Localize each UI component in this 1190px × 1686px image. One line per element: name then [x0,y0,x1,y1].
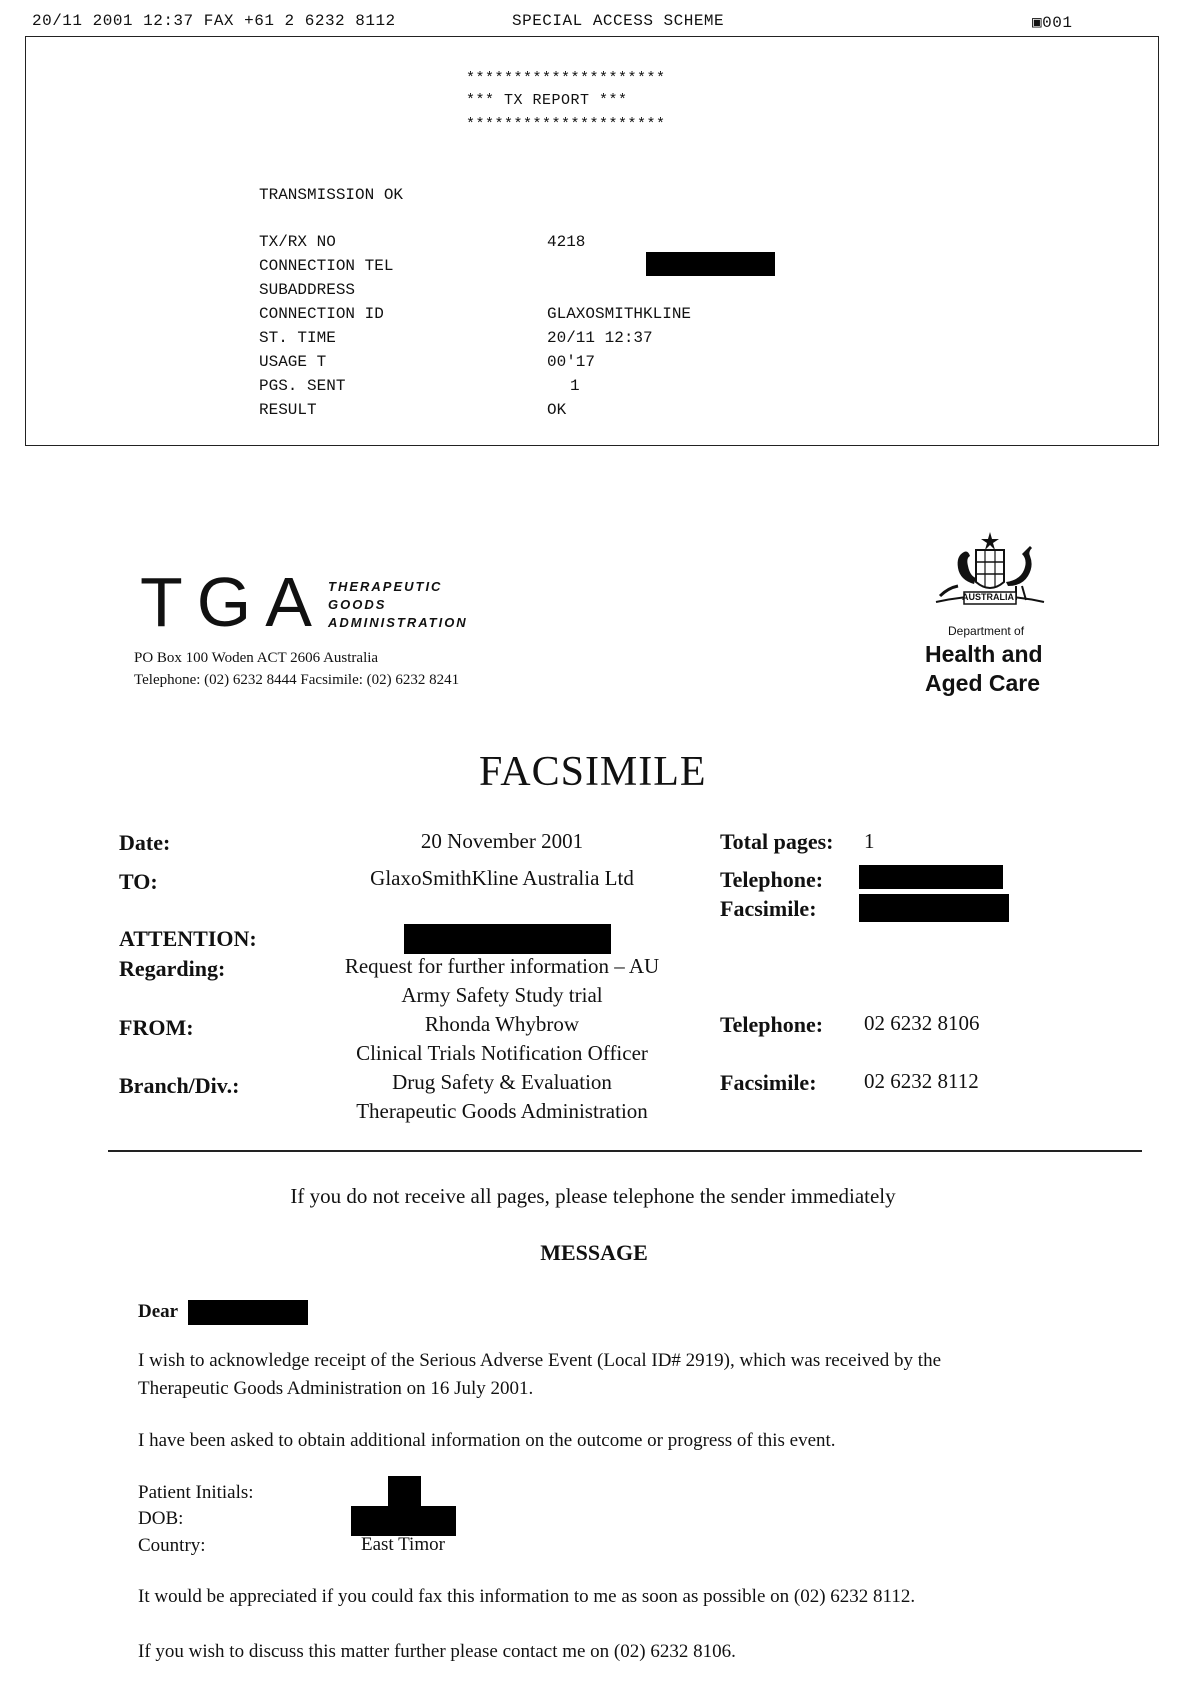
para1-line1: I wish to acknowledge receipt of the Serious Adverse Event (Local ID# 2919), which was received by the [138,1350,942,1371]
redaction-patient-initials [388,1476,421,1506]
redaction-dob [351,1506,456,1536]
tga-address: PO Box 100 Woden ACT 2606 Australia [134,650,379,666]
redaction-attention [404,924,611,954]
para1-line2: Therapeutic Goods Administration on 16 July 2001. [138,1378,534,1399]
tx-row-value: GLAXOSMITHKLINE [547,305,692,323]
fax-page-icon: ▣ [1032,14,1043,32]
para3: It would be appreciated if you could fax this information to me as soon as possible on (02) 6232 8112. [138,1586,916,1607]
tx-row-value: OK [547,401,567,419]
australian-crest-icon [930,530,1050,620]
tx-row-label: CONNECTION TEL [259,257,394,275]
tx-row-value: 4218 [547,233,586,251]
from-telephone-label: Telephone: [720,1012,824,1037]
tx-row-label: TX/RX NO [259,233,336,251]
tx-row-value: 00'17 [547,353,596,371]
total-pages-label: Total pages: [720,829,834,854]
country-label: Country: [138,1535,206,1556]
to-telephone-label: Telephone: [720,867,824,892]
salutation: Dear [138,1301,179,1322]
tx-row-label: PGS. SENT [259,377,346,395]
tga-logo-line3: ADMINISTRATION [328,615,468,630]
patient-initials-label: Patient Initials: [138,1482,254,1503]
page-title: FACSIMILE [479,749,707,795]
tx-row-label: CONNECTION ID [259,305,384,323]
date-value: 20 November 2001 [420,829,584,853]
tx-row-label: USAGE T [259,353,327,371]
redaction-to-telephone [859,865,1003,889]
crest-ribbon-text: AUSTRALIA [962,592,1014,602]
to-label: TO: [119,869,158,894]
para4: If you wish to discuss this matter further please contact me on (02) 6232 8106. [138,1641,736,1662]
redaction-recipient-name [188,1300,308,1325]
redaction-to-facsimile [859,894,1009,922]
dob-label: DOB: [138,1508,184,1529]
tga-logo-line1: THERAPEUTIC [328,579,443,594]
para2: I have been asked to obtain additional information on the outcome or progress of this event. [138,1430,836,1451]
from-title: Clinical Trials Notification Officer [356,1041,648,1065]
attention-label: ATTENTION: [119,926,257,951]
from-facsimile-value: 02 6232 8112 [864,1069,979,1093]
section-divider [108,1150,1142,1152]
tx-banner-stars-top: ********************* [466,70,666,87]
branch-line2: Therapeutic Goods Administration [356,1099,648,1123]
fax-header-page [1032,12,1072,32]
tga-logo-line2: GOODS [328,597,387,612]
from-name: Rhonda Whybrow [424,1012,580,1036]
fax-header-title: SPECIAL ACCESS SCHEME [512,12,725,30]
from-telephone-value: 02 6232 8106 [864,1011,980,1035]
from-facsimile-label: Facsimile: [720,1070,817,1095]
total-pages-value: 1 [864,829,875,853]
tx-row-value: 20/11 12:37 [547,329,653,347]
branch-label: Branch/Div.: [119,1073,240,1098]
tga-phone-fax: Telephone: (02) 6232 8444 Facsimile: (02) 6232 8241 [134,672,460,688]
tx-row-label: SUBADDRESS [259,281,356,299]
redaction-connection-tel [646,252,775,276]
tga-logo-letters: TGA [140,563,326,641]
date-label: Date: [119,830,171,855]
branch-line1: Drug Safety & Evaluation [392,1070,612,1094]
delivery-notice: If you do not receive all pages, please telephone the sender immediately [290,1184,896,1208]
tx-row-value: 1 [570,377,580,395]
tx-row-label: ST. TIME [259,329,336,347]
message-heading: MESSAGE [540,1240,648,1265]
tx-banner-stars-bottom: ********************* [466,116,666,133]
country-value: East Timor [361,1534,445,1555]
dept-line2: Health and [925,641,1043,667]
from-label: FROM: [119,1015,194,1040]
to-facsimile-label: Facsimile: [720,896,817,921]
regarding-label: Regarding: [119,956,226,981]
tx-status: TRANSMISSION OK [259,186,404,204]
fax-header-page-number: 001 [1042,14,1073,32]
dept-line3: Aged Care [925,670,1041,696]
fax-header-datetime: 20/11 2001 12:37 FAX +61 2 6232 8112 [32,12,396,30]
dept-line1: Department of [948,624,1025,638]
tx-row-label: RESULT [259,401,317,419]
regarding-line2: Army Safety Study trial [401,983,603,1007]
regarding-line1: Request for further information – AU [344,954,660,978]
to-value: GlaxoSmithKline Australia Ltd [370,866,634,890]
tx-banner-title: *** TX REPORT *** [466,92,628,109]
